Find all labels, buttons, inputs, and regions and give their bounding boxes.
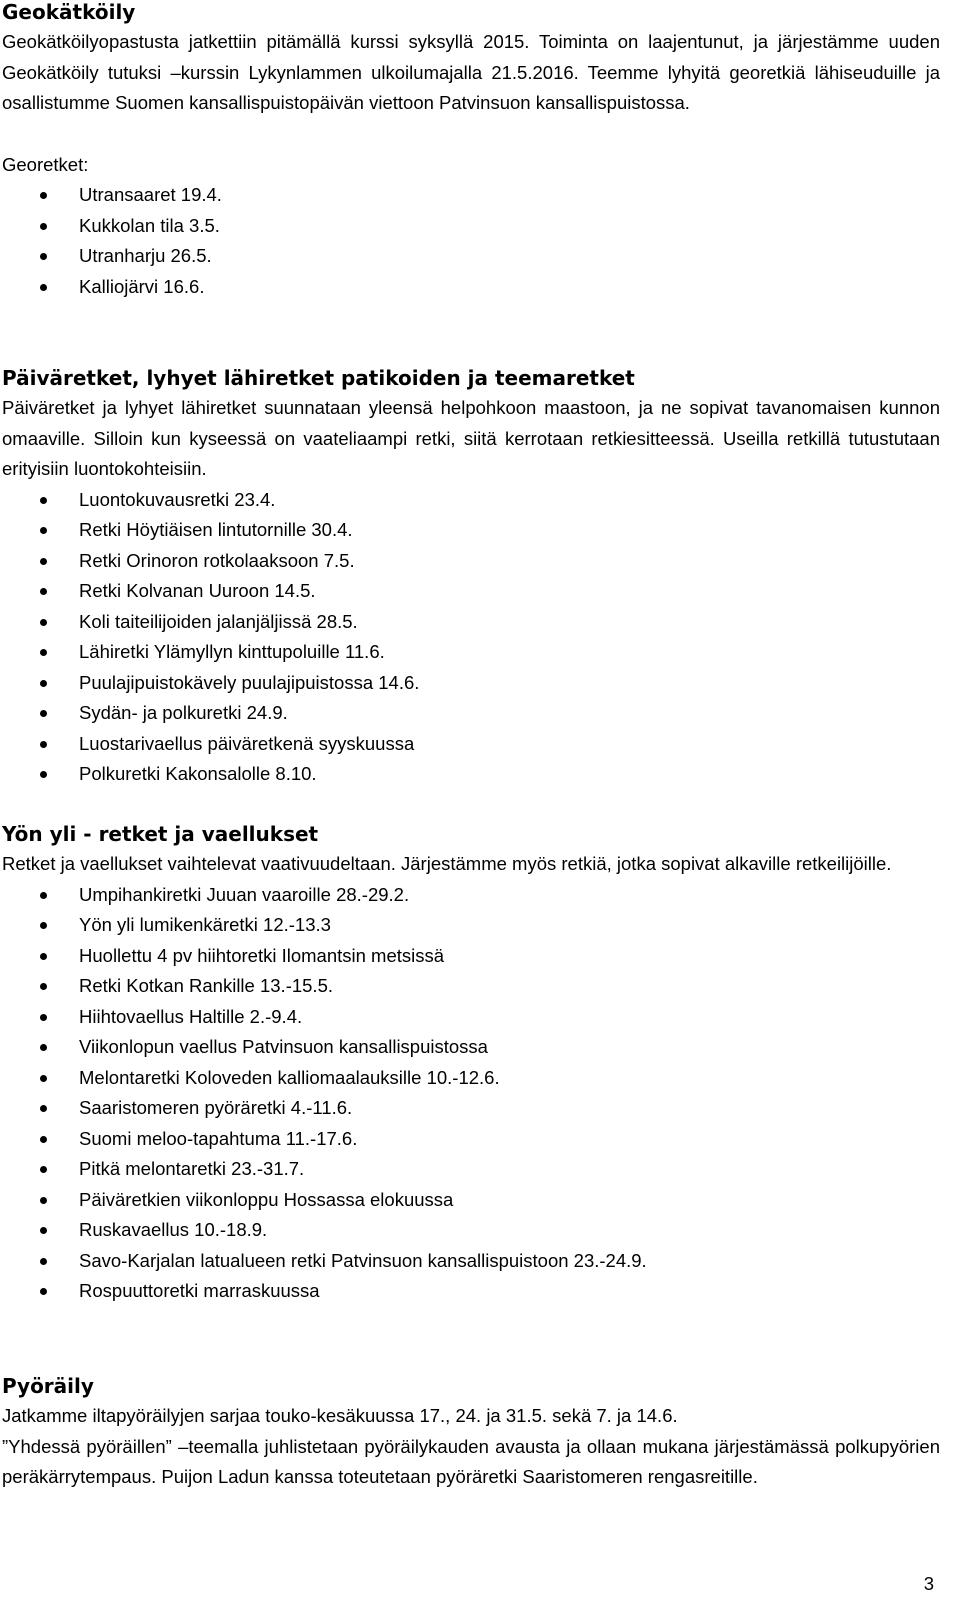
list-item: Viikonlopun vaellus Patvinsuon kansallispuistossa	[2, 1032, 940, 1063]
section-paragraph: Päiväretket ja lyhyet lähiretket suunnataan yleensä helpohkoon maastoon, ja ne sopivat tavanomaisen kunnon omaaville. Silloin kun kyseessä on vaateliaampi retki, siitä kerrotaan retkiesitteessä. Useilla retkillä tutustutaan erityisiin luontokohteisiin.	[2, 397, 940, 479]
page-number: 3	[923, 1573, 934, 1594]
list-item: Huollettu 4 pv hiihtoretki Ilomantsin metsissä	[2, 941, 940, 972]
bullet-icon	[40, 192, 47, 199]
bullet-icon	[40, 253, 47, 260]
list-item: Retki Höytiäisen lintutornille 30.4.	[2, 515, 940, 546]
bullet-icon	[40, 1014, 47, 1021]
bullet-icon	[40, 1197, 47, 1204]
bullet-icon	[40, 922, 47, 929]
list-item: Umpihankiretki Juuan vaaroille 28.-29.2.	[2, 880, 940, 911]
bullet-icon	[40, 558, 47, 565]
bullet-icon	[40, 1105, 47, 1112]
list-item: Saaristomeren pyöräretki 4.-11.6.	[2, 1093, 940, 1124]
bullet-icon	[40, 1288, 47, 1295]
list-item: Retki Kotkan Rankille 13.-15.5.	[2, 971, 940, 1002]
list-item: Puulajipuistokävely puulajipuistossa 14.6.	[2, 668, 940, 699]
bullet-icon	[40, 649, 47, 656]
bullet-icon	[40, 223, 47, 230]
bullet-icon	[40, 1075, 47, 1082]
list-item: Luostarivaellus päiväretkenä syyskuussa	[2, 729, 940, 760]
bullet-icon	[40, 1258, 47, 1265]
bullet-icon	[40, 680, 47, 687]
list-item: Kalliojärvi 16.6.	[2, 272, 940, 303]
section-heading: Päiväretket, lyhyet lähiretket patikoiden ja teemaretket	[2, 366, 635, 390]
section-pyoraily	[2, 1374, 940, 1493]
section-heading: Geokätköily	[2, 0, 136, 24]
list-item: Melontaretki Koloveden kalliomaalauksille 10.-12.6.	[2, 1063, 940, 1094]
list-item: Luontokuvausretki 23.4.	[2, 485, 940, 516]
bullet-icon	[40, 953, 47, 960]
section-heading: Yön yli - retket ja vaellukset	[2, 822, 319, 846]
bullet-icon	[40, 1044, 47, 1051]
section-paragraph: Retket ja vaellukset vaihtelevat vaativuudeltaan. Järjestämme myös retkiä, jotka sopivat alkaville retkeilijöille.	[2, 853, 892, 874]
bullet-icon	[40, 1227, 47, 1234]
list-item: Lähiretki Ylämyllyn kinttupoluille 11.6.	[2, 637, 940, 668]
bullet-icon	[40, 497, 47, 504]
section-yon-yli	[2, 822, 940, 1307]
list-item: Hiihtovaellus Haltille 2.-9.4.	[2, 1002, 940, 1033]
list-item: Savo-Karjalan latualueen retki Patvinsuon kansallispuistoon 23.-24.9.	[2, 1246, 940, 1277]
bullet-icon	[40, 771, 47, 778]
section-line: Jatkamme iltapyöräilyjen sarjaa touko-kesäkuussa 17., 24. ja 31.5. sekä 7. ja 14.6.	[2, 1405, 678, 1426]
bullet-icon	[40, 741, 47, 748]
list-item: Koli taiteilijoiden jalanjäljissä 28.5.	[2, 607, 940, 638]
bullet-icon	[40, 1136, 47, 1143]
section-heading: Pyöräily	[2, 1374, 94, 1398]
list-label: Georetket:	[2, 153, 89, 175]
list-item: Pitkä melontaretki 23.-31.7.	[2, 1154, 940, 1185]
list-item: Yön yli lumikenkäretki 12.-13.3	[2, 910, 940, 941]
bullet-icon	[40, 527, 47, 534]
bullet-list	[2, 180, 940, 302]
bullet-icon	[40, 588, 47, 595]
bullet-list	[2, 485, 940, 790]
bullet-icon	[40, 619, 47, 626]
list-item: Polkuretki Kakonsalolle 8.10.	[2, 759, 940, 790]
list-item: Rospuuttoretki marraskuussa	[2, 1276, 940, 1307]
bullet-icon	[40, 983, 47, 990]
list-item: Päiväretkien viikonloppu Hossassa elokuussa	[2, 1185, 940, 1216]
list-item: Utransaaret 19.4.	[2, 180, 940, 211]
bullet-icon	[40, 284, 47, 291]
list-item: Retki Kolvanan Uuroon 14.5.	[2, 576, 940, 607]
list-item: Ruskavaellus 10.-18.9.	[2, 1215, 940, 1246]
bullet-icon	[40, 1166, 47, 1173]
section-paragraph: Geokätköilyopastusta jatkettiin pitämällä kurssi syksyllä 2015. Toiminta on laajentunut, ja järjestämme uuden Geokätköily tutuksi –kurssin Lykynlammen ulkoilumajalla 21.5.2016. Teemme lyhyitä georetkiä lähiseuduille ja osallistumme Suomen kansallispuistopäivän viettoon Patvinsuon kansallispuistossa.	[2, 31, 940, 113]
bullet-icon	[40, 710, 47, 717]
section-paivaretket	[2, 366, 940, 790]
list-item: Kukkolan tila 3.5.	[2, 211, 940, 242]
bullet-icon	[40, 892, 47, 899]
list-item: Suomi meloo-tapahtuma 11.-17.6.	[2, 1124, 940, 1155]
list-item: Retki Orinoron rotkolaaksoon 7.5.	[2, 546, 940, 577]
list-item: Sydän- ja polkuretki 24.9.	[2, 698, 940, 729]
section-geokatkoily	[2, 0, 940, 302]
list-item: Utranharju 26.5.	[2, 241, 940, 272]
bullet-list	[2, 880, 940, 1307]
section-paragraph: ”Yhdessä pyöräillen” –teemalla juhlistetaan pyöräilykauden avausta ja ollaan mukana järjestämässä polkupyörien peräkärrytempaus. Puijon Ladun kanssa toteutetaan pyöräretki Saaristomeren rengasreitille.	[2, 1435, 940, 1487]
